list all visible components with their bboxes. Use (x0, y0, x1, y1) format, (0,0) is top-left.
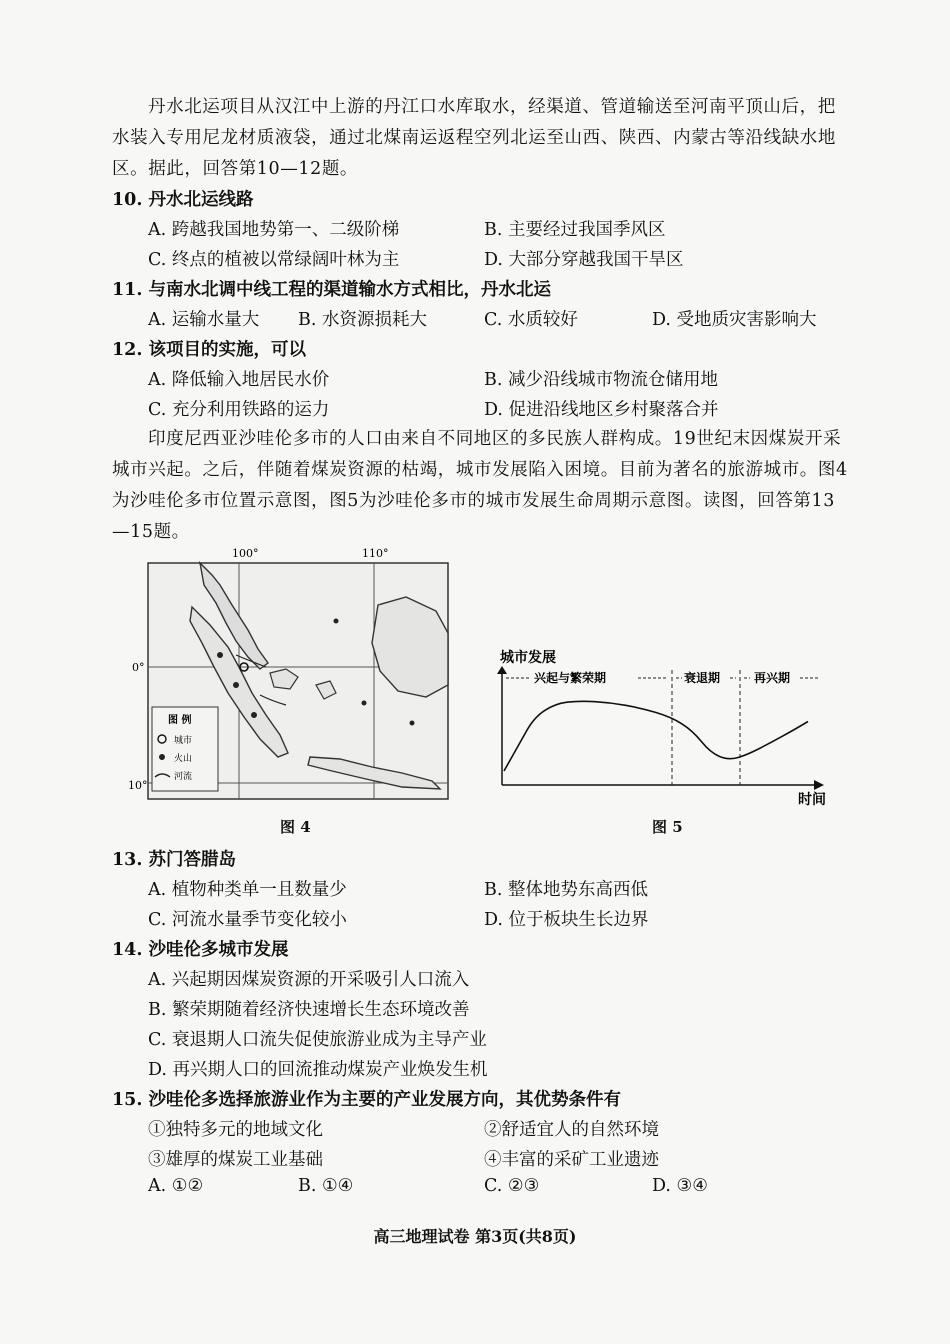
passage-dan-water: 丹水北运项目从汉江中上游的丹江口水库取水，经渠道、管道输送至河南平顶山后，把水装入专用尼龙材质液袋，通过北煤南运返程空列北运至山西、陕西、内蒙古等沿线缺水地区。据此，回答第10—12题。 (112, 97, 836, 179)
legend-volcano-icon (159, 754, 165, 760)
q15-statement-4: ④丰富的采矿工业遗迹 (484, 1150, 659, 1170)
question-13-stem: 13. 苏门答腊岛 (112, 850, 237, 870)
q15-option-c: C. ②③ (484, 1176, 540, 1196)
legend-river-label: 河流 (174, 772, 193, 782)
q13-option-b: B. 整体地势东高西低 (484, 880, 648, 900)
q11-option-a: A. 运输水量大 (148, 310, 260, 330)
phase-label-3: 再兴期 (754, 671, 791, 685)
q11-option-b: B. 水资源损耗大 (298, 310, 427, 330)
volcano-marker (233, 682, 239, 688)
q12-option-d: D. 促进沿线地区乡村聚落合并 (484, 400, 719, 420)
q10-option-d: D. 大部分穿越我国干旱区 (484, 250, 684, 270)
figure-4-caption: 图 4 (280, 818, 311, 836)
q14-option-b: B. 繁荣期随着经济快速增长生态环境改善 (148, 1000, 470, 1020)
figure-5-chart (488, 640, 838, 815)
y-axis-label: 城市发展 (500, 650, 556, 666)
q14-option-a: A. 兴起期因煤炭资源的开采吸引人口流入 (148, 970, 470, 990)
figure-4-map (128, 545, 460, 810)
question-10-stem: 10. 丹水北运线路 (112, 190, 254, 210)
page-footer: 高三地理试卷 第3页(共8页) (373, 1227, 577, 1246)
question-14-stem: 14. 沙哇伦多城市发展 (112, 940, 289, 960)
figure-5-caption: 图 5 (652, 818, 683, 836)
q15-statement-2: ②舒适宜人的自然环境 (484, 1120, 659, 1140)
lon-label-110: 110° (362, 547, 389, 560)
q10-option-b: B. 主要经过我国季风区 (484, 220, 666, 240)
lat-label-0: 0° (132, 661, 145, 674)
passage-sawahlunto: 印度尼西亚沙哇伦多市的人口由来自不同地区的多民族人群构成。19世纪末因煤炭开采城市兴起。之后，伴随着煤炭资源的枯竭，城市发展陷入困境。目前为著名的旅游城市。图4为沙哇伦多市位置示意图，图5为沙哇伦多市的城市发展生命周期示意图。读图，回答第13—15题。 (112, 429, 848, 542)
lon-label-100: 100° (232, 547, 259, 560)
q10-option-c: C. 终点的植被以常绿阔叶林为主 (148, 250, 400, 270)
volcano-marker (334, 619, 339, 624)
x-axis-label: 时间 (798, 792, 826, 808)
phase-label-1: 兴起与繁荣期 (534, 671, 607, 685)
q15-statement-3: ③雄厚的煤炭工业基础 (148, 1150, 323, 1170)
q15-option-b: B. ①④ (298, 1176, 354, 1196)
q15-option-d: D. ③④ (652, 1176, 708, 1196)
q14-option-d: D. 再兴期人口的回流推动煤炭产业焕发生机 (148, 1060, 488, 1080)
volcano-marker (410, 721, 415, 726)
q13-option-a: A. 植物种类单一且数量少 (148, 880, 347, 900)
q14-option-c: C. 衰退期人口流失促使旅游业成为主导产业 (148, 1030, 487, 1050)
q12-option-c: C. 充分利用铁路的运力 (148, 400, 330, 420)
q11-option-d: D. 受地质灾害影响大 (652, 310, 817, 330)
legend-city-label: 城市 (174, 736, 193, 746)
legend-title: 图 例 (168, 715, 192, 726)
lat-label-10: 10° (128, 779, 148, 792)
volcano-marker (251, 712, 257, 718)
q13-option-c: C. 河流水量季节变化较小 (148, 910, 347, 930)
q11-option-c: C. 水质较好 (484, 310, 578, 330)
q10-option-a: A. 跨越我国地势第一、二级阶梯 (148, 220, 400, 240)
x-axis-arrow (814, 780, 824, 790)
question-12-stem: 12. 该项目的实施，可以 (112, 340, 307, 360)
curve-points (504, 701, 808, 771)
q15-option-a: A. ①② (148, 1176, 204, 1196)
volcano-marker (362, 701, 367, 706)
phase-label-2: 衰退期 (684, 671, 721, 685)
development-curve (504, 701, 808, 771)
y-axis-arrow (497, 666, 507, 674)
q15-statement-1: ①独特多元的地域文化 (148, 1120, 323, 1140)
q12-option-a: A. 降低输入地居民水价 (148, 370, 330, 390)
volcano-marker (217, 652, 223, 658)
question-11-stem: 11. 与南水北调中线工程的渠道输水方式相比，丹水北运 (112, 280, 552, 300)
question-15-stem: 15. 沙哇伦多选择旅游业作为主要的产业发展方向，其优势条件有 (112, 1090, 622, 1110)
q13-option-d: D. 位于板块生长边界 (484, 910, 649, 930)
q12-option-b: B. 减少沿线城市物流仓储用地 (484, 370, 718, 390)
legend-volcano-label: 火山 (174, 754, 193, 764)
